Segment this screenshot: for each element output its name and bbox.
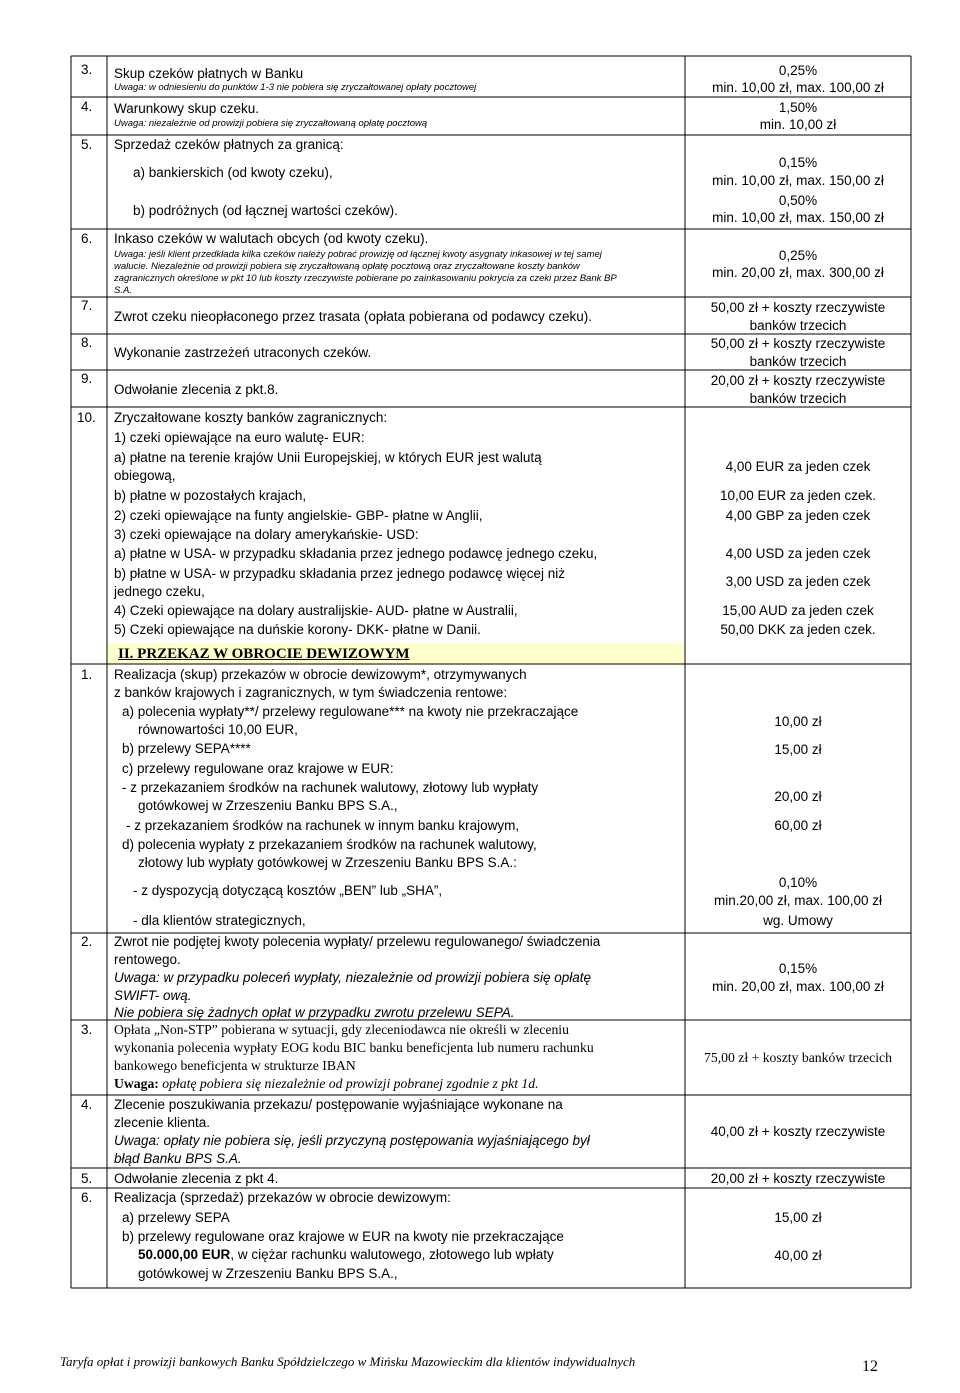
fee-value: 20,00 zł xyxy=(774,789,822,804)
row-number: 2. xyxy=(81,934,93,949)
row-item: - z przekazaniem środków na rachunek walutowy, złotowy lub wypłaty xyxy=(122,780,539,795)
row-item: 1) czeki opiewające na euro walutę- EUR: xyxy=(114,430,365,445)
row-note: Uwaga: opłaty nie pobiera się, jeśli przyczyną postępowania wyjaśniającego był xyxy=(114,1133,590,1148)
fee-value: banków trzecich xyxy=(749,354,847,369)
row-item: jednego czeku, xyxy=(114,584,205,599)
row-title: Odwołanie zlecenia z pkt.8. xyxy=(114,382,279,397)
row-title: Zwrot czeku nieopłaconego przez trasata (opłata pobierana od podawcy czeku). xyxy=(114,309,593,324)
row-title: Sprzedaż czeków płatnych za granicą: xyxy=(114,137,344,152)
row-item: 2) czeki opiewające na funty angielskie- GBP- płatne w Anglii, xyxy=(114,508,483,523)
row-number: 10. xyxy=(77,410,96,425)
row-item: - dla klientów strategicznych, xyxy=(133,913,306,928)
fee-value: 20,00 zł + koszty rzeczywiste xyxy=(710,1171,886,1186)
row-item: - z przekazaniem środków na rachunek w innym banku krajowym, xyxy=(126,818,520,833)
row-item: obiegową, xyxy=(114,468,176,483)
row-item: b) podróżnych (od łącznej wartości czeków). xyxy=(133,203,398,218)
row-number: 6. xyxy=(81,1190,93,1205)
amount-bold: 50.000,00 EUR xyxy=(138,1247,231,1262)
row-title: Zwrot nie podjętej kwoty polecenia wypłaty/ przelewu regulowanego/ świadczenia xyxy=(114,934,601,949)
fee-value: 50,00 DKK za jeden czek. xyxy=(720,622,876,637)
row-item: - z dyspozycją dotyczącą kosztów „BEN” lub „SHA”, xyxy=(133,883,443,898)
fee-value: 50,00 zł + koszty rzeczywiste xyxy=(710,300,886,315)
row-note: Uwaga: niezależnie od prowizji pobiera się zryczałtowaną opłatę pocztową xyxy=(114,118,428,129)
row-item: gotówkowej w Zrzeszeniu Banku BPS S.A., xyxy=(138,1266,398,1281)
fee-value: 0,25% xyxy=(778,63,818,78)
row-title: zlecenie klienta. xyxy=(114,1115,211,1130)
row-title: wykonania polecenia wypłaty EOG kodu BIC banku beneficjenta lub numeru rachunku xyxy=(114,1040,594,1055)
fee-value: 3,00 USD za jeden czek xyxy=(725,574,871,589)
fee-value: min. 10,00 zł, max. 150,00 zł xyxy=(712,210,884,225)
row-title: bankowego beneficjenta w strukturze IBAN xyxy=(114,1058,356,1073)
fee-value: 15,00 AUD za jeden czek xyxy=(722,603,874,618)
row-note: SWIFT- ową. xyxy=(114,988,192,1003)
row-item: c) przelewy regulowane oraz krajowe w EUR: xyxy=(122,761,394,776)
row-item: 3) czeki opiewające na dolary amerykańskie- USD: xyxy=(114,527,419,542)
row-title: Zryczałtowane koszty banków zagranicznych: xyxy=(114,410,388,425)
row-item: złotowy lub wypłaty gotówkowej w Zrzeszeniu Banku BPS S.A.: xyxy=(138,855,517,870)
fee-value: 40,00 zł + koszty rzeczywiste xyxy=(710,1124,886,1139)
row-number: 5. xyxy=(81,137,93,152)
row-item: d) polecenia wypłaty z przekazaniem środków na rachunek walutowy, xyxy=(122,837,537,852)
page-number: 12 xyxy=(862,1358,878,1375)
row-note xyxy=(114,1076,539,1092)
note-text: opłatę pobiera się niezależnie od prowizji pobranej zgodnie z pkt 1d. xyxy=(158,1076,539,1091)
row-item: b) płatne w pozostałych krajach, xyxy=(114,488,307,503)
fee-value: min. 10,00 zł xyxy=(759,117,837,132)
row-item: a) płatne na terenie krajów Unii Europejskiej, w których EUR jest walutą xyxy=(114,450,542,465)
row-item: a) bankierskich (od kwoty czeku), xyxy=(133,165,333,180)
row-item: gotówkowej w Zrzeszeniu Banku BPS S.A., xyxy=(138,798,398,813)
fee-value: wg. Umowy xyxy=(763,913,833,928)
row-title: Inkaso czeków w walutach obcych (od kwoty czeku). xyxy=(114,231,429,246)
fee-value: 4,00 USD za jeden czek xyxy=(725,546,871,561)
row-item: a) polecenia wypłaty**/ przelewy regulowane*** na kwoty nie przekraczające xyxy=(122,704,579,719)
row-title: Warunkowy skup czeku. xyxy=(114,101,260,116)
row-note: błąd Banku BPS S.A. xyxy=(114,1151,242,1166)
fee-value: 60,00 zł xyxy=(774,818,822,833)
row-title: z banków krajowych i zagranicznych, w tym świadczenia rentowe: xyxy=(114,685,508,700)
fee-value: 0,15% xyxy=(778,961,818,976)
row-number: 3. xyxy=(81,62,93,77)
fee-value: min.20,00 zł, max. 100,00 zł xyxy=(713,893,883,908)
row-title: Odwołanie zlecenia z pkt 4. xyxy=(114,1171,279,1186)
fee-value: 4,00 EUR za jeden czek xyxy=(725,459,871,474)
row-title: Wykonanie zastrzeżeń utraconych czeków. xyxy=(114,345,372,360)
row-number: 8. xyxy=(81,335,93,350)
fee-value: 0,15% xyxy=(778,155,818,170)
row-title: Realizacja (sprzedaż) przekazów w obrocie dewizowym: xyxy=(114,1190,451,1205)
row-item: a) przelewy SEPA xyxy=(122,1210,230,1225)
fee-value: banków trzecich xyxy=(749,391,847,406)
row-number: 9. xyxy=(81,371,93,386)
fee-value: 4,00 GBP za jeden czek xyxy=(725,508,871,523)
row-item xyxy=(138,1247,554,1263)
row-number: 6. xyxy=(81,231,93,246)
row-item: b) przelewy regulowane oraz krajowe w EUR na kwoty nie przekraczające xyxy=(122,1229,564,1244)
row-number: 4. xyxy=(81,99,93,114)
fee-value: 0,25% xyxy=(778,248,818,263)
fee-value: 50,00 zł + koszty rzeczywiste xyxy=(710,336,886,351)
fee-value: 10,00 zł xyxy=(774,714,822,729)
row-number: 5. xyxy=(81,1171,93,1186)
row-note: walucie. Niezależnie od prowizji pobiera się zryczałtowaną opłatę pocztową oraz zryczałtowane koszty banków xyxy=(114,261,580,272)
row-title: Zlecenie poszukiwania przekazu/ postępowanie wyjaśniające wykonane na xyxy=(114,1097,563,1112)
fee-value: 15,00 zł xyxy=(774,742,822,757)
row-item: równowartości 10,00 EUR, xyxy=(138,722,298,737)
row-number: 4. xyxy=(81,1097,93,1112)
fee-value: 15,00 zł xyxy=(774,1210,822,1225)
row-note: zagranicznych określone w pkt 10 lub koszty rzeczywiste pobierane po zainkasowaniu pokrycia za czeki przez Bank BP xyxy=(114,273,617,284)
fee-value: min. 10,00 zł, max. 150,00 zł xyxy=(712,173,884,188)
row-title: Realizacja (skup) przekazów w obrocie dewizowym*, otrzymywanych xyxy=(114,667,527,682)
row-note: Uwaga: w przypadku poleceń wypłaty, niezależnie od prowizji pobiera się opłatę xyxy=(114,970,592,985)
note-label: Uwaga: xyxy=(114,1076,159,1091)
row-note: Nie pobiera się żadnych opłat w przypadku zwrotu przelewu SEPA. xyxy=(114,1005,515,1020)
row-number: 3. xyxy=(81,1022,93,1037)
fee-value: 10,00 EUR za jeden czek. xyxy=(719,488,877,503)
row-number: 7. xyxy=(81,298,93,313)
fee-value: 0,50% xyxy=(778,193,818,208)
fee-value: banków trzecich xyxy=(749,318,847,333)
row-item: 4) Czeki opiewające na dolary australijskie- AUD- płatne w Australii, xyxy=(114,603,518,618)
fee-value: 0,10% xyxy=(778,875,818,890)
fee-value: min. 10,00 zł, max. 100,00 zł xyxy=(712,80,884,95)
row-item: 5) Czeki opiewające na duńskie korony- DKK- płatne w Danii. xyxy=(114,622,481,637)
fee-value: 40,00 zł xyxy=(774,1248,822,1263)
row-title: rentowego. xyxy=(114,952,181,967)
row-item: b) przelewy SEPA**** xyxy=(122,741,251,756)
row-item: b) płatne w USA- w przypadku składania przez jednego podawcę więcej niż xyxy=(114,566,565,581)
fee-value: 75,00 zł + koszty banków trzecich xyxy=(704,1050,892,1065)
fee-value: min. 20,00 zł, max. 100,00 zł xyxy=(712,979,884,994)
section-header: II. PRZEKAZ W OBROCIE DEWIZOWYM xyxy=(118,646,410,662)
fee-value: 1,50% xyxy=(778,100,818,115)
row-item: a) płatne w USA- w przypadku składania przez jednego podawcę jednego czeku, xyxy=(114,546,598,561)
row-title: Skup czeków płatnych w Banku xyxy=(114,66,304,81)
row-title: Opłata „Non-STP” pobierana w sytuacji, gdy zleceniodawca nie określi w zleceniu xyxy=(114,1022,569,1037)
row-note: S.A. xyxy=(114,285,132,296)
fee-value: 20,00 zł + koszty rzeczywiste xyxy=(710,373,886,388)
row-number: 1. xyxy=(81,667,93,682)
page-footer: Taryfa opłat i prowizji bankowych Banku Spółdzielczego w Mińsku Mazowieckim dla klientów indywidualnych xyxy=(60,1354,636,1369)
row-note: Uwaga: jeśli klient przedkłada kilka czeków należy pobrać prowizję od łącznej kwoty asygnaty inkasowej w tej samej xyxy=(114,249,602,260)
amount-rest: , w ciężar rachunku walutowego, złotowego lub wpłaty xyxy=(230,1247,554,1262)
row-note: Uwaga: w odniesieniu do punktów 1-3 nie pobiera się zryczałtowanej opłaty pocztowej xyxy=(114,82,477,93)
fee-value: min. 20,00 zł, max. 300,00 zł xyxy=(712,265,884,280)
